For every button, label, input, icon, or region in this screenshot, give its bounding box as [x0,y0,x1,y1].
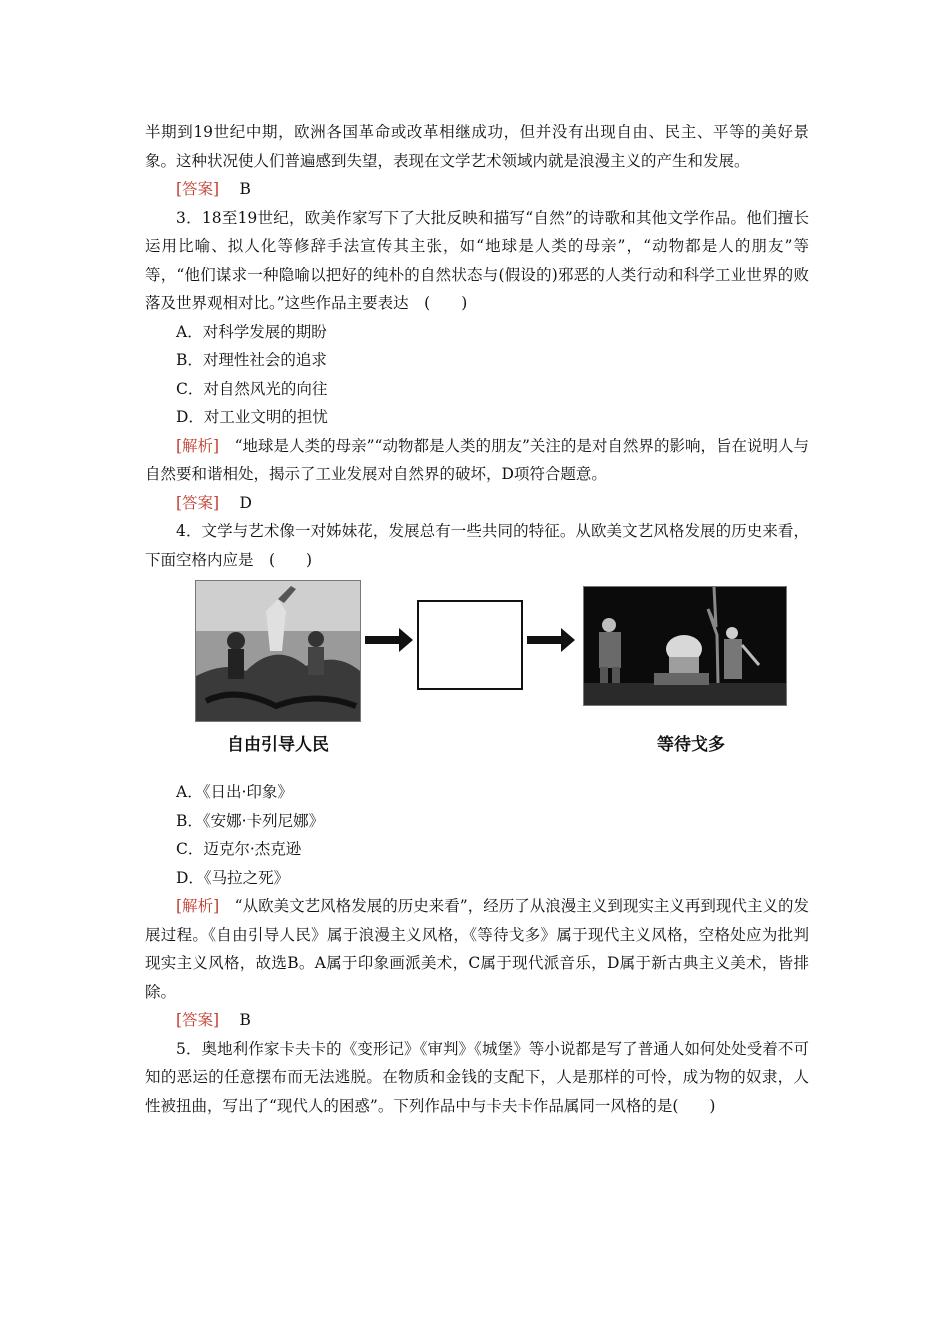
q3-option-c: C．对自然风光的向往 [176,379,328,398]
answer-4 [145,1006,809,1035]
answer-4-value: B [239,1011,251,1029]
q3-analysis [145,432,809,489]
answer-2 [145,175,809,204]
q3-analysis-text: “地球是人类的母亲”“动物都是人类的朋友”关注的是对自然界的影响，旨在说明人与自然要和谐相处，揭示了工业发展对自然界的破坏，D项符合题意。 [145,436,809,483]
question-3-text: 3．18至19世纪，欧美作家写下了大批反映和描写“自然”的诗歌和其他文学作品。他们擅长运用比喻、拟人化等修辞手法宣传其主张，如“地球是人类的母亲”，“动物都是人的朋友”等等，“他们谋求一种隐喻以把好的纯朴的自然状态与(假设的)邪恶的人类行动和科学工业世界的败落及世界观相对比。”这些作品主要表达 ( ) [145,208,809,312]
intro-paragraph: 半期到19世纪中期，欧洲各国革命或改革相继成功，但并没有出现自由、民主、平等的美好景象。这种状况使人们普遍感到失望，表现在文学艺术领域内就是浪漫主义的产生和发展。 [145,123,809,170]
answer-label: [答案] [176,180,220,198]
q4-option-b: B．《安娜·卡列尼娜》 [176,811,325,830]
arrow-2 [527,636,565,644]
q4-analysis-text: “从欧美文艺风格发展的历史来看”，经历了从浪漫主义到现实主义再到现代主义的发展过程。《自由引导人民》属于浪漫主义风格，《等待戈多》属于现代主义风格，空格处应为批判现实主义风格，故选B。A属于印象画派美术，C属于现代派音乐，D属于新古典主义美术，皆排除。 [145,897,809,1001]
q3-option-a: A．对科学发展的期盼 [176,322,327,341]
answer-2-value: B [239,180,251,198]
question-5-text: 5．奥地利作家卡夫卡的《变形记》《审判》《城堡》等小说都是写了普通人如何处处受着不可知的恶运的任意摆布而无法逃脱。在物质和金钱的支配下，人是那样的可怜，成为物的奴隶，人性被扭曲，写出了“现代人的困惑”。下列作品中与卡夫卡作品属同一风格的是( ) [145,1039,809,1115]
question-4-options [145,778,809,892]
waiting-for-godot-photo [583,586,787,706]
question-4-text: 4．文学与艺术像一对姊妹花，发展总有一些共同的特征。从欧美文艺风格发展的历史来看，下面空格内应是 ( ) [145,522,809,569]
liberty-painting-image [195,580,361,722]
q4-option-c: C．迈克尔·杰克逊 [176,840,302,858]
answer-3 [145,489,809,518]
answer-label: [答案] [176,1011,220,1029]
blank-box [417,600,523,690]
question-3-options [145,318,809,432]
answer-label: [答案] [176,493,220,512]
right-caption: 等待戈多 [657,735,725,755]
answer-3-value: D [239,493,252,512]
analysis-label: [解析] [176,897,220,915]
arrow-1 [365,636,403,644]
q3-option-b: B．对理性社会的追求 [176,351,327,369]
q4-option-d: D．《马拉之死》 [176,868,290,887]
q4-option-a: A．《日出·印象》 [176,783,293,801]
analysis-label: [解析] [176,436,220,455]
question-4-figure [145,580,809,770]
q4-analysis [145,892,809,1006]
q3-option-d: D．对工业文明的担忧 [176,408,328,426]
document-page [145,118,809,1120]
left-caption: 自由引导人民 [227,735,329,755]
